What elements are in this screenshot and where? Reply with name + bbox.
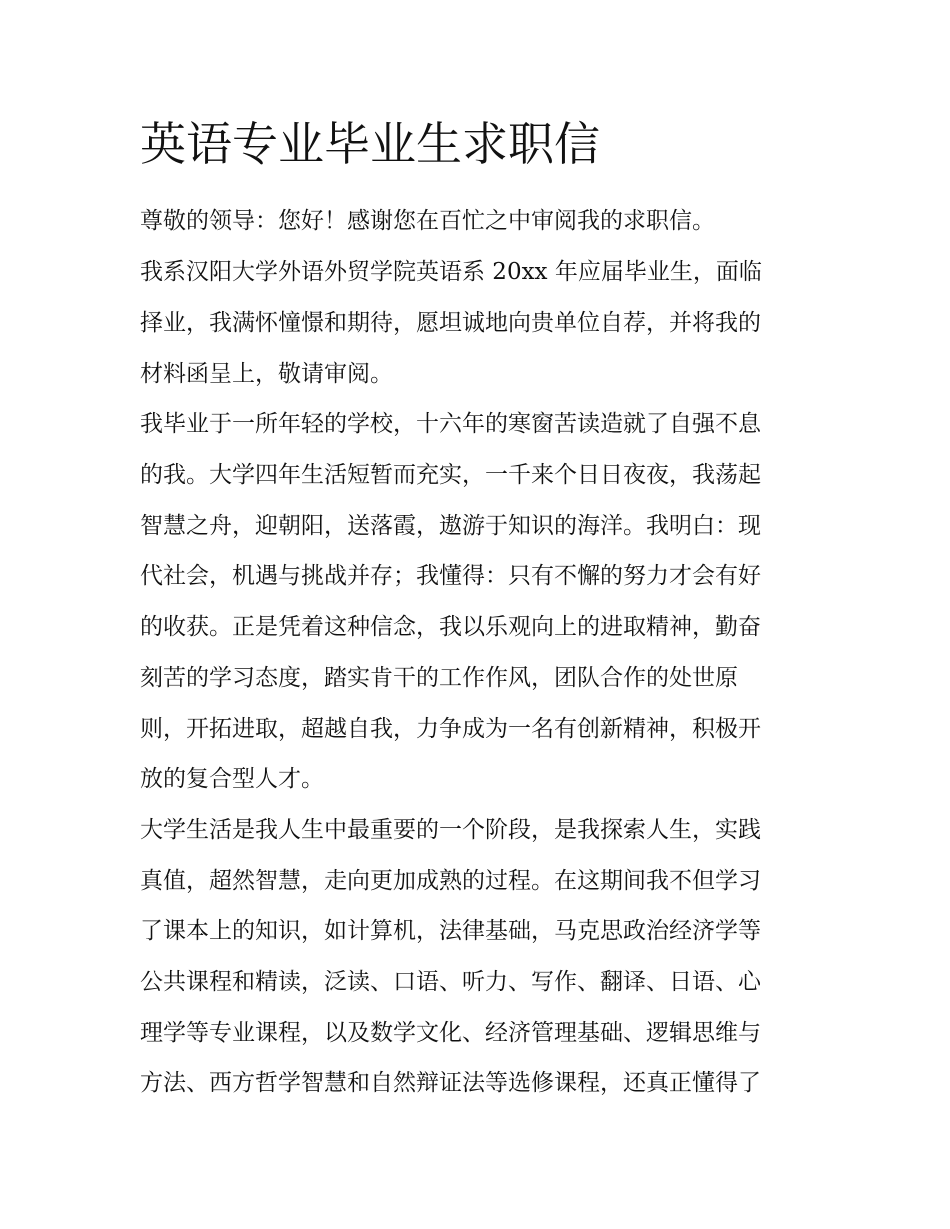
- text-line: 了课本上的知识，如计算机，法律基础，马克思政治经济学等: [140, 918, 761, 944]
- text-line: 我毕业于一所年轻的学校，十六年的寒窗苦读造就了自强不息: [140, 411, 761, 437]
- text-line: 代社会，机遇与挑战并存；我懂得：只有不懈的努力才会有好: [140, 563, 761, 589]
- document-title: 英语专业毕业生求职信: [140, 117, 600, 171]
- text-line: 公共课程和精读，泛读、口语、听力、写作、翻译、日语、心: [140, 969, 761, 995]
- text-line: 放的复合型人才。: [140, 766, 324, 792]
- text-line: 真值，超然智慧，走向更加成熟的过程。在这期间我不但学习: [140, 868, 761, 894]
- text-line: 择业，我满怀憧憬和期待，愿坦诚地向贵单位自荐，并将我的: [140, 310, 761, 336]
- text-line: 理学等专业课程，以及数学文化、经济管理基础、逻辑思维与: [140, 1020, 761, 1046]
- text-line: 尊敬的领导：您好！感谢您在百忙之中审阅我的求职信。: [140, 208, 715, 234]
- text-line: 的收获。正是凭着这种信念，我以乐观向上的进取精神，勤奋: [140, 614, 761, 640]
- text-line: 材料函呈上，敬请审阅。: [140, 361, 393, 387]
- text-line: 我系汉阳大学外语外贸学院英语系 20xx 年应届毕业生，面临: [140, 259, 762, 285]
- text-line: 刻苦的学习态度，踏实肯干的工作作风，团队合作的处世原: [140, 665, 738, 691]
- text-line: 则，开拓进取，超越自我，力争成为一名有创新精神，积极开: [140, 716, 761, 742]
- text-line: 大学生活是我人生中最重要的一个阶段，是我探索人生，实践: [140, 817, 761, 843]
- text-line: 智慧之舟，迎朝阳，送落霞，遨游于知识的海洋。我明白：现: [140, 513, 761, 539]
- text-line: 的我。大学四年生活短暂而充实，一千来个日日夜夜，我荡起: [140, 462, 761, 488]
- text-line: 方法、西方哲学智慧和自然辩证法等选修课程，还真正懂得了: [140, 1070, 761, 1096]
